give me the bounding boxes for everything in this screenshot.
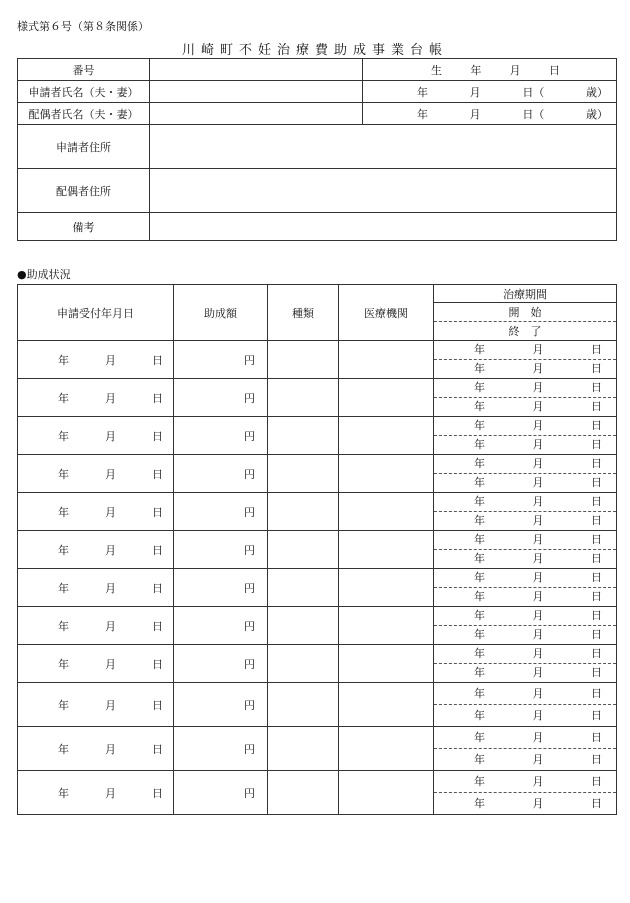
unit-hi: 日 — [152, 698, 163, 712]
table-row — [18, 379, 617, 398]
institution-cell[interactable] — [339, 727, 434, 771]
unit-tsuki: 月 — [105, 698, 116, 712]
unit-nen: 年 — [474, 343, 485, 356]
institution-cell[interactable] — [339, 683, 434, 727]
institution-cell[interactable] — [339, 607, 434, 645]
type-cell[interactable] — [268, 727, 339, 771]
unit-tsuki: 月 — [532, 552, 544, 565]
unit-hi: 日 — [591, 438, 602, 451]
unit-hi: 日 — [591, 343, 602, 356]
unit-nen: 年 — [474, 666, 485, 679]
unit-hi: 日 — [152, 429, 163, 443]
unit-hi: 日 — [591, 666, 602, 679]
type-cell[interactable] — [268, 531, 339, 569]
unit-yen: 円 — [244, 353, 255, 367]
amount-cell[interactable] — [174, 727, 268, 771]
unit-nen: 年 — [474, 552, 485, 565]
period-start-cell[interactable] — [434, 569, 617, 588]
unit-yen: 円 — [244, 786, 255, 800]
spouse-address-label: 配偶者住所 — [18, 169, 150, 213]
unit-tsuki: 月 — [532, 419, 544, 432]
institution-cell[interactable] — [339, 455, 434, 493]
unit-hi: 日 — [152, 581, 163, 595]
unit-nen: 年 — [474, 590, 485, 603]
unit-hi: 日 — [591, 381, 602, 394]
period-end-cell[interactable] — [434, 360, 617, 379]
birth-hi: 日 — [548, 63, 560, 77]
institution-cell[interactable] — [339, 771, 434, 815]
spouse-address-field[interactable] — [150, 169, 617, 213]
unit-nen: 年 — [474, 438, 485, 451]
number-field[interactable] — [150, 59, 363, 81]
unit-nen: 年 — [58, 581, 69, 595]
table-row — [18, 607, 617, 626]
unit-tsuki: 月 — [532, 381, 544, 394]
table-row — [18, 341, 617, 360]
unit-tsuki: 月 — [105, 742, 116, 756]
unit-nen: 年 — [474, 362, 485, 375]
period-end-cell[interactable] — [434, 512, 617, 531]
amount-cell[interactable] — [174, 493, 268, 531]
unit-tsuki: 月 — [532, 571, 544, 584]
spouse-name-label: 配偶者氏名（夫・妻） — [18, 103, 150, 125]
period-end-cell[interactable] — [434, 398, 617, 417]
unit-nen: 年 — [474, 774, 485, 788]
unit-hi: 日 — [591, 796, 602, 810]
table-row — [18, 683, 617, 705]
age-hi: 日（ — [522, 107, 545, 121]
amount-cell[interactable] — [174, 379, 268, 417]
unit-tsuki: 月 — [532, 708, 544, 722]
spouse-age-field[interactable] — [363, 103, 617, 125]
unit-nen: 年 — [474, 708, 485, 722]
age-nen: 年 — [417, 85, 428, 99]
unit-tsuki: 月 — [532, 609, 544, 622]
unit-yen: 円 — [244, 467, 255, 481]
application-date-cell[interactable] — [18, 493, 174, 531]
remarks-field[interactable] — [150, 213, 617, 241]
institution-cell[interactable] — [339, 341, 434, 379]
header-start: 開 始 — [434, 303, 617, 322]
unit-nen: 年 — [474, 628, 485, 641]
period-end-cell[interactable] — [434, 474, 617, 493]
unit-nen: 年 — [474, 381, 485, 394]
institution-cell[interactable] — [339, 379, 434, 417]
unit-tsuki: 月 — [105, 467, 116, 481]
unit-nen: 年 — [58, 467, 69, 481]
type-cell[interactable] — [268, 683, 339, 727]
unit-yen: 円 — [244, 391, 255, 405]
unit-hi: 日 — [591, 476, 602, 489]
unit-nen: 年 — [474, 495, 485, 508]
unit-hi: 日 — [591, 752, 602, 766]
application-date-cell[interactable] — [18, 455, 174, 493]
period-end-cell[interactable] — [434, 436, 617, 455]
birth-sei: 生 — [431, 63, 442, 77]
unit-tsuki: 月 — [532, 628, 544, 641]
unit-hi: 日 — [591, 362, 602, 375]
period-start-cell[interactable] — [434, 645, 617, 664]
period-start-cell[interactable] — [434, 417, 617, 436]
applicant-address-label: 申請者住所 — [18, 125, 150, 169]
period-start-cell[interactable] — [434, 683, 617, 705]
unit-yen: 円 — [244, 657, 255, 671]
period-end-cell[interactable] — [434, 550, 617, 569]
unit-hi: 日 — [591, 730, 602, 744]
table-row — [18, 645, 617, 664]
applicant-info-table — [17, 58, 617, 241]
unit-tsuki: 月 — [532, 400, 544, 413]
amount-cell[interactable] — [174, 417, 268, 455]
unit-tsuki: 月 — [532, 752, 544, 766]
unit-nen: 年 — [474, 400, 485, 413]
unit-nen: 年 — [474, 457, 485, 470]
unit-hi: 日 — [591, 686, 602, 700]
age-sai: 歳） — [585, 107, 608, 121]
unit-tsuki: 月 — [532, 666, 544, 679]
unit-tsuki: 月 — [532, 438, 544, 451]
unit-tsuki: 月 — [532, 774, 544, 788]
unit-hi: 日 — [591, 774, 602, 788]
application-date-cell[interactable] — [18, 645, 174, 683]
institution-cell[interactable] — [339, 493, 434, 531]
unit-nen: 年 — [58, 698, 69, 712]
type-cell[interactable] — [268, 569, 339, 607]
period-start-cell[interactable] — [434, 607, 617, 626]
amount-cell[interactable] — [174, 455, 268, 493]
unit-hi: 日 — [591, 647, 602, 660]
header-application-date: 申請受付年月日 — [18, 285, 174, 341]
table-row — [18, 493, 617, 512]
period-start-cell[interactable] — [434, 341, 617, 360]
header-period: 治療期間 — [434, 285, 617, 303]
application-date-cell[interactable] — [18, 341, 174, 379]
unit-tsuki: 月 — [105, 581, 116, 595]
unit-nen: 年 — [58, 543, 69, 557]
unit-hi: 日 — [591, 609, 602, 622]
unit-yen: 円 — [244, 581, 255, 595]
unit-nen: 年 — [474, 796, 485, 810]
type-cell[interactable] — [268, 645, 339, 683]
unit-hi: 日 — [591, 419, 602, 432]
unit-hi: 日 — [591, 590, 602, 603]
unit-nen: 年 — [58, 742, 69, 756]
period-end-cell[interactable] — [434, 626, 617, 645]
unit-tsuki: 月 — [105, 505, 116, 519]
unit-tsuki: 月 — [532, 590, 544, 603]
period-end-cell[interactable] — [434, 793, 617, 815]
application-date-cell[interactable] — [18, 771, 174, 815]
unit-nen: 年 — [474, 752, 485, 766]
application-date-cell[interactable] — [18, 607, 174, 645]
form-number: 様式第６号（第８条関係） — [17, 20, 149, 33]
period-start-cell[interactable] — [434, 531, 617, 550]
institution-cell[interactable] — [339, 417, 434, 455]
unit-tsuki: 月 — [532, 495, 544, 508]
birth-tsuki: 月 — [509, 63, 521, 77]
unit-nen: 年 — [58, 353, 69, 367]
table-row — [18, 771, 617, 793]
application-date-cell[interactable] — [18, 569, 174, 607]
unit-hi: 日 — [591, 571, 602, 584]
period-end-cell[interactable] — [434, 664, 617, 683]
institution-cell[interactable] — [339, 645, 434, 683]
amount-cell[interactable] — [174, 645, 268, 683]
table-row — [18, 455, 617, 474]
unit-nen: 年 — [474, 571, 485, 584]
amount-cell[interactable] — [174, 569, 268, 607]
table-row — [18, 531, 617, 550]
unit-nen: 年 — [58, 657, 69, 671]
unit-tsuki: 月 — [532, 647, 544, 660]
unit-tsuki: 月 — [105, 543, 116, 557]
unit-tsuki: 月 — [105, 619, 116, 633]
application-date-cell[interactable] — [18, 727, 174, 771]
age-hi: 日（ — [522, 85, 545, 99]
age-nen: 年 — [417, 107, 428, 121]
applicant-address-field[interactable] — [150, 125, 617, 169]
period-start-cell[interactable] — [434, 455, 617, 474]
birth-date-field[interactable] — [363, 59, 617, 81]
unit-tsuki: 月 — [105, 353, 116, 367]
period-end-cell[interactable] — [434, 705, 617, 727]
spouse-name-field[interactable] — [150, 103, 363, 125]
application-date-cell[interactable] — [18, 531, 174, 569]
applicant-age-field[interactable] — [363, 81, 617, 103]
unit-nen: 年 — [58, 619, 69, 633]
unit-tsuki: 月 — [105, 786, 116, 800]
unit-hi: 日 — [152, 619, 163, 633]
applicant-name-label: 申請者氏名（夫・妻） — [18, 81, 150, 103]
unit-hi: 日 — [591, 628, 602, 641]
unit-tsuki: 月 — [532, 686, 544, 700]
unit-hi: 日 — [591, 495, 602, 508]
period-end-cell[interactable] — [434, 749, 617, 771]
unit-hi: 日 — [152, 353, 163, 367]
table-row — [18, 417, 617, 436]
period-start-cell[interactable] — [434, 493, 617, 512]
unit-hi: 日 — [152, 505, 163, 519]
birth-nen: 年 — [470, 63, 482, 77]
amount-cell[interactable] — [174, 607, 268, 645]
unit-nen: 年 — [474, 730, 485, 744]
unit-nen: 年 — [58, 786, 69, 800]
institution-cell[interactable] — [339, 531, 434, 569]
unit-nen: 年 — [58, 429, 69, 443]
period-start-cell[interactable] — [434, 379, 617, 398]
unit-nen: 年 — [58, 505, 69, 519]
number-label: 番号 — [18, 59, 150, 81]
application-date-cell[interactable] — [18, 379, 174, 417]
table-row — [18, 569, 617, 588]
unit-tsuki: 月 — [532, 533, 544, 546]
application-date-cell[interactable] — [18, 417, 174, 455]
unit-nen: 年 — [474, 419, 485, 432]
unit-yen: 円 — [244, 543, 255, 557]
unit-hi: 日 — [591, 457, 602, 470]
age-sai: 歳） — [585, 85, 608, 99]
page-title: 川崎町不妊治療費助成事業台帳 — [181, 43, 448, 58]
unit-hi: 日 — [591, 400, 602, 413]
unit-hi: 日 — [152, 742, 163, 756]
type-cell[interactable] — [268, 771, 339, 815]
unit-nen: 年 — [58, 391, 69, 405]
unit-yen: 円 — [244, 698, 255, 712]
unit-nen: 年 — [474, 609, 485, 622]
type-cell[interactable] — [268, 493, 339, 531]
unit-hi: 日 — [591, 533, 602, 546]
header-institution: 医療機関 — [339, 285, 434, 341]
type-cell[interactable] — [268, 417, 339, 455]
unit-tsuki: 月 — [532, 796, 544, 810]
unit-tsuki: 月 — [532, 362, 544, 375]
header-type: 種類 — [268, 285, 339, 341]
unit-tsuki: 月 — [532, 343, 544, 356]
remarks-label: 備考 — [18, 213, 150, 241]
applicant-name-field[interactable] — [150, 81, 363, 103]
unit-hi: 日 — [152, 391, 163, 405]
section-title: ●助成状況 — [17, 268, 71, 281]
unit-hi: 日 — [591, 514, 602, 527]
unit-tsuki: 月 — [105, 657, 116, 671]
unit-tsuki: 月 — [105, 391, 116, 405]
unit-hi: 日 — [152, 543, 163, 557]
amount-cell[interactable] — [174, 341, 268, 379]
amount-cell[interactable] — [174, 531, 268, 569]
unit-hi: 日 — [152, 467, 163, 481]
unit-tsuki: 月 — [105, 429, 116, 443]
unit-hi: 日 — [152, 786, 163, 800]
institution-cell[interactable] — [339, 569, 434, 607]
unit-yen: 円 — [244, 742, 255, 756]
header-end: 終 了 — [434, 322, 617, 341]
unit-hi: 日 — [152, 657, 163, 671]
unit-tsuki: 月 — [532, 514, 544, 527]
unit-nen: 年 — [474, 647, 485, 660]
header-amount: 助成額 — [174, 285, 268, 341]
unit-nen: 年 — [474, 476, 485, 489]
subsidy-status-table — [17, 284, 617, 815]
unit-yen: 円 — [244, 619, 255, 633]
unit-nen: 年 — [474, 686, 485, 700]
amount-cell[interactable] — [174, 771, 268, 815]
unit-hi: 日 — [591, 708, 602, 722]
unit-yen: 円 — [244, 429, 255, 443]
age-tsuki: 月 — [469, 85, 481, 99]
type-cell[interactable] — [268, 607, 339, 645]
table-row — [18, 727, 617, 749]
unit-nen: 年 — [474, 533, 485, 546]
unit-tsuki: 月 — [532, 457, 544, 470]
unit-nen: 年 — [474, 514, 485, 527]
period-end-cell[interactable] — [434, 588, 617, 607]
type-cell[interactable] — [268, 455, 339, 493]
age-tsuki: 月 — [469, 107, 481, 121]
unit-yen: 円 — [244, 505, 255, 519]
type-cell[interactable] — [268, 341, 339, 379]
unit-tsuki: 月 — [532, 730, 544, 744]
unit-hi: 日 — [591, 552, 602, 565]
application-date-cell[interactable] — [18, 683, 174, 727]
type-cell[interactable] — [268, 379, 339, 417]
amount-cell[interactable] — [174, 683, 268, 727]
period-start-cell[interactable] — [434, 727, 617, 749]
period-start-cell[interactable] — [434, 771, 617, 793]
unit-tsuki: 月 — [532, 476, 544, 489]
